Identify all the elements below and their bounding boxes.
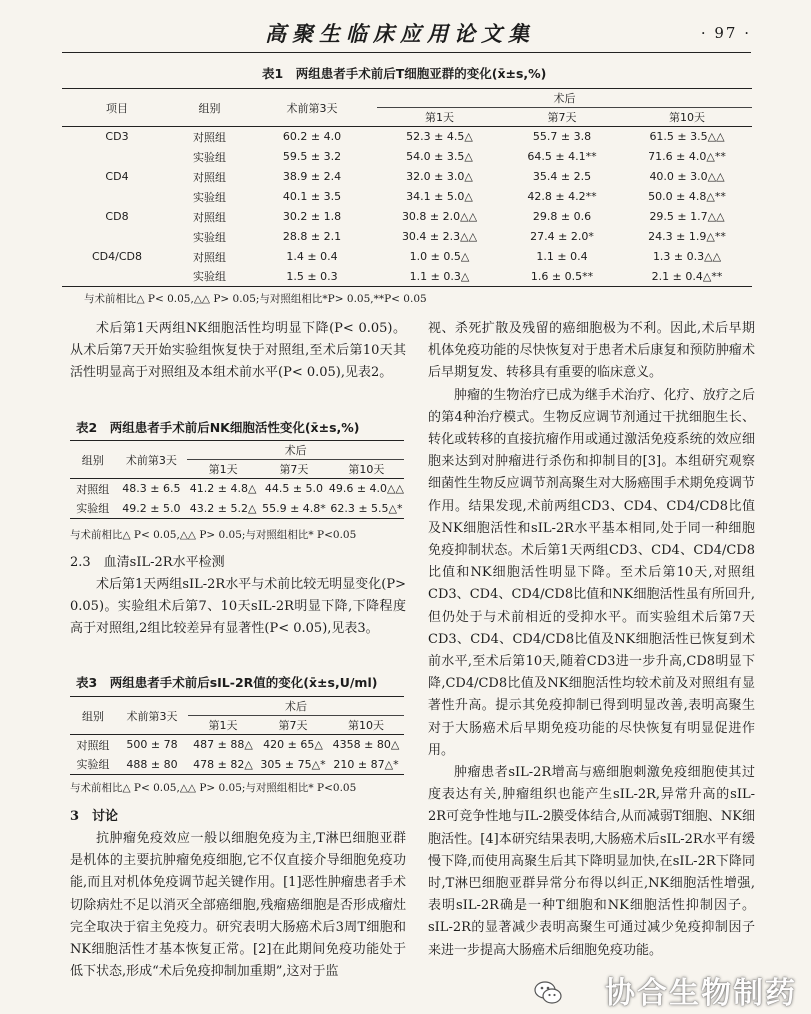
table1-cell-d1: 54.0 ± 3.5△	[406, 150, 473, 163]
table3-cell-group: 实验组	[70, 755, 116, 775]
table3-cell-d7: 305 ± 75△*	[258, 755, 328, 775]
table1-head-pre: 术前第3天	[247, 89, 377, 127]
left-paragraph-2: 术后第1天两组sIL-2R水平与术前比较无明显变化(P> 0.05)。实验组术后第7、10天sIL-2R明显下降,下降程度高于对照组,2组比较差异有显著性(P< 0.05),见表3。	[70, 577, 406, 637]
table1-cell-d1: 52.3 ± 4.5△	[377, 127, 502, 147]
table3-head-post: 术后	[188, 697, 404, 716]
table1-cell-pre: 59.5 ± 3.2	[282, 150, 342, 163]
table3-cell-group: 对照组	[70, 735, 116, 755]
section-3-heading: 3 讨论	[70, 809, 119, 824]
table1-head-d7: 第7天	[547, 111, 577, 124]
table2-note: 与术前相比△ P< 0.05,△△ P> 0.05;与对照组相比* P<0.05	[70, 529, 357, 541]
table2	[70, 440, 404, 519]
table1	[62, 88, 752, 287]
table1-cell-pre: 60.2 ± 4.0	[247, 127, 377, 147]
table2-head-d10: 第10天	[348, 463, 385, 476]
table1-cell-group: 对照组	[172, 127, 247, 147]
table1-cell-d1: 30.4 ± 2.3△△	[401, 230, 478, 243]
table1-cell-d10: 50.0 ± 4.8△**	[648, 190, 726, 203]
table3-caption: 表3 两组患者手术前后sIL-2R值的变化(x̄±s,U/ml)	[76, 675, 378, 690]
table1-cell-group: 实验组	[193, 190, 226, 204]
table2-cell-d1: 41.2 ± 4.8△	[187, 479, 259, 499]
table1-cell-item	[62, 227, 172, 247]
table3-body	[70, 735, 404, 775]
table1-cell-item: CD8	[105, 210, 129, 223]
table2-cell-d10: 49.6 ± 4.0△△	[329, 479, 404, 499]
left-column	[70, 318, 406, 385]
table1-cell-pre: 28.8 ± 2.1	[282, 230, 342, 243]
table1-cell-pre: 40.1 ± 3.5	[282, 190, 342, 203]
table1-cell-d7: 29.8 ± 0.6	[532, 210, 592, 223]
table2-row	[70, 499, 404, 519]
section-2-3-heading: 2.3 血清sIL-2R水平检测	[70, 555, 225, 570]
table1-cell-d7: 55.7 ± 3.8	[502, 127, 622, 147]
table3-head-d10: 第10天	[348, 719, 384, 732]
table2-row	[70, 479, 404, 499]
table1-cell-d1: 30.8 ± 2.0△△	[401, 210, 478, 223]
table1-cell-pre: 38.9 ± 2.4	[282, 170, 342, 183]
table1-cell-d10: 29.5 ± 1.7△△	[649, 210, 725, 223]
left-paragraph-3: 抗肿瘤免疫效应一般以细胞免疫为主,T淋巴细胞亚群是机体的主要抗肿瘤免疫细胞,它不仅直接介导细胞免疫功能,而且对机体免疫调节起关键作用。[1]恶性肿瘤患者手术切除病灶不足以消灭全部癌细胞,残瘤癌细胞是否形成瘤灶完全取决于宿主免疫力。研究表明大肠癌术后3周T细胞和NK细胞活性才基本恢复正常。[2]在此期间免疫功能处于低下状态,形成“术后免疫抑制加重期”,这对于监	[70, 831, 406, 980]
table1-cell-item: CD4/CD8	[91, 250, 142, 263]
table3-head-d1: 第1天	[208, 719, 238, 732]
table1-row	[62, 207, 752, 227]
table1-cell-d7: 64.5 ± 4.1**	[527, 150, 597, 163]
table1-cell-item: CD3	[62, 127, 172, 147]
table3-cell-d1: 478 ± 82△	[188, 755, 258, 775]
table3-note: 与术前相比△ P< 0.05,△△ P> 0.05;与对照组相比* P<0.05	[70, 782, 357, 794]
table1-cell-d7: 27.4 ± 2.0*	[530, 230, 594, 243]
table1-cell-d7: 35.4 ± 2.5	[532, 170, 592, 183]
table1-cell-item	[62, 187, 172, 207]
table3-row	[70, 735, 404, 755]
table1-cell-pre: 30.2 ± 1.8	[282, 210, 342, 223]
table2-cell-d7: 44.5 ± 5.0	[259, 479, 329, 499]
running-header-title: 高聚生临床应用论文集	[265, 21, 535, 46]
table1-head-d10: 第10天	[669, 111, 705, 124]
table3-cell-d10: 210 ± 87△*	[328, 755, 404, 775]
table2-body	[70, 479, 404, 519]
table1-cell-item	[62, 147, 172, 167]
watermark-text: 协合生物制药	[605, 976, 797, 1011]
table1-cell-d10: 40.0 ± 3.0△△	[649, 170, 725, 183]
table2-cell-group: 对照组	[70, 479, 116, 499]
table1-cell-group: 实验组	[193, 150, 226, 164]
table1-caption: 表1 两组患者手术前后T细胞亚群的变化(x̄±s,%)	[262, 66, 547, 81]
table1-cell-d7: 1.6 ± 0.5**	[502, 267, 622, 287]
table1-row	[62, 187, 752, 207]
table1-cell-group: 对照组	[193, 210, 226, 224]
table2-cell-pre: 49.2 ± 5.0	[116, 499, 188, 519]
table1-cell-d10: 61.5 ± 3.5△△	[622, 127, 752, 147]
table1-cell-pre: 1.5 ± 0.3	[247, 267, 377, 287]
table1-cell-group: 实验组	[193, 230, 226, 244]
table1-cell-d1: 34.1 ± 5.0△	[406, 190, 473, 203]
table1-cell-d10: 71.6 ± 4.0△**	[648, 150, 726, 163]
table1-row	[62, 267, 752, 287]
table3-head-group: 组别	[70, 697, 116, 735]
table3-row	[70, 755, 404, 775]
page-number: · 97 ·	[700, 24, 751, 42]
table2-caption: 表2 两组患者手术前后NK细胞活性变化(x̄±s,%)	[76, 420, 360, 435]
table1-head-item: 项目	[62, 89, 172, 127]
table1-cell-group: 实验组	[172, 267, 247, 287]
table3-cell-d7: 420 ± 65△	[258, 735, 328, 755]
table3-head-d7: 第7天	[278, 719, 308, 732]
table2-cell-d7: 55.9 ± 4.8*	[259, 499, 329, 519]
table2-cell-d10: 62.3 ± 5.5△*	[329, 499, 404, 519]
left-paragraph-3-block	[70, 828, 406, 983]
table1-cell-item	[62, 267, 172, 287]
header-rule	[62, 52, 751, 53]
table2-head-group: 组别	[70, 441, 116, 479]
table3-cell-pre: 500 ± 78	[116, 735, 188, 755]
table1-cell-d10: 1.3 ± 0.3△△	[652, 250, 722, 263]
table3	[70, 696, 404, 775]
table1-head-d1: 第1天	[425, 111, 454, 124]
table1-cell-group: 对照组	[193, 170, 226, 184]
right-column	[428, 318, 755, 962]
table1-cell-item: CD4	[105, 170, 129, 183]
table1-cell-d1: 1.1 ± 0.3△	[377, 267, 502, 287]
table1-cell-d1: 32.0 ± 3.0△	[406, 170, 473, 183]
right-paragraph-1: 视、杀死扩散及残留的癌细胞极为不利。因此,术后早期机体免疫功能的尽快恢复对于患者术后康复和预防肿瘤术后早期复发、转移具有重要的临床意义。	[428, 321, 755, 381]
table2-head-d7: 第7天	[279, 463, 309, 476]
table2-cell-group: 实验组	[70, 499, 116, 519]
table1-row	[62, 227, 752, 247]
table1-head-post: 术后	[377, 89, 752, 108]
table2-cell-d1: 43.2 ± 5.2△	[187, 499, 259, 519]
right-paragraph-3: 肿瘤患者sIL-2R增高与癌细胞刺激免疫细胞使其过度表达有关,肿瘤组织也能产生sIL-2R,异常升高的sIL-2R可竞争性地与IL-2膜受体结合,从而减弱T细胞、NK细胞活性。[4]本研究结果表明,大肠癌术后sIL-2R水平有缓慢下降,而使用高聚生后其下降明显加快,在sIL-2R下降同时,T淋巴细胞亚群异常分布得以纠正,NK细胞活性增强,表明sIL-2R确是一种T细胞和NK细胞活性抑制因子。sIL-2R的显著减少表明高聚生可通过减少免疫抑制因子来进一步提高大肠癌术后细胞免疫功能。	[428, 765, 755, 958]
table1-row	[62, 127, 752, 147]
table1-cell-d1: 1.0 ± 0.5△	[409, 250, 470, 263]
table2-cell-pre: 48.3 ± 6.5	[116, 479, 188, 499]
table3-cell-d1: 487 ± 88△	[188, 735, 258, 755]
table2-head-pre: 术前第3天	[116, 441, 188, 479]
table1-note: 与术前相比△ P< 0.05,△△ P> 0.05;与对照组相比*P> 0.05,**P< 0.05	[84, 293, 427, 305]
table1-body	[62, 127, 752, 287]
table1-cell-d7: 42.8 ± 4.2**	[527, 190, 597, 203]
table1-cell-pre: 1.4 ± 0.4	[286, 250, 338, 263]
table1-cell-d10: 24.3 ± 1.9△**	[648, 230, 726, 243]
table3-head-pre: 术前第3天	[116, 697, 188, 735]
table1-row	[62, 247, 752, 267]
table1-cell-d7: 1.1 ± 0.4	[536, 250, 588, 263]
table1-row	[62, 147, 752, 167]
table1-cell-group: 对照组	[193, 250, 226, 264]
left-paragraph-1: 术后第1天两组NK细胞活性均明显下降(P< 0.05)。从术后第7天开始实验组恢复快于对照组,至术后第10天其活性明显高于对照组及本组术前水平(P< 0.05),见表2。	[70, 321, 406, 381]
table3-cell-d10: 4358 ± 80△	[328, 735, 404, 755]
table3-cell-pre: 488 ± 80	[116, 755, 188, 775]
right-paragraph-2: 肿瘤的生物治疗已成为继手术治疗、化疗、放疗之后的第4种治疗模式。生物反应调节剂通过干扰细胞生长、转化或转移的直接抗瘤作用或通过激活免疫系统的效应细胞来达到对肿瘤进行杀伤和抑制目的[3]。本组研究观察细菌性生物反应调节剂高聚生对大肠癌围手术期免疫调节作用。结果发现,术前两组CD3、CD4、CD4/CD8比值及NK细胞活性和sIL-2R水平基本相同,处于同一种细胞免疫抑制状态。术后第1天两组CD3、CD4、CD4/CD8比值和NK细胞活性明显下降。至术后第10天,对照组CD3、CD4、CD4/CD8比值和NK细胞活性虽有所回升,但仍处于与术前相近的受抑水平。而实验组术后第7天CD3、CD4、CD4/CD8比值及NK细胞活性已恢复到术前水平,至术后第10天,随着CD3进一步升高,CD8明显下降,CD4/CD8比值及NK细胞活性均较术前及对照组有显著性升高。提示其免疫抑制已得到明显改善,表明高聚生对于大肠癌术后早期免疫功能的尽快恢复有明显促进作用。	[428, 387, 755, 758]
table2-head-post: 术后	[187, 441, 404, 460]
table2-head-d1: 第1天	[208, 463, 238, 476]
table1-row	[62, 167, 752, 187]
table1-cell-d10: 2.1 ± 0.4△**	[622, 267, 752, 287]
wechat-icon	[533, 978, 563, 1008]
left-paragraph-2-block	[70, 574, 406, 641]
table1-head-group: 组别	[172, 89, 247, 127]
